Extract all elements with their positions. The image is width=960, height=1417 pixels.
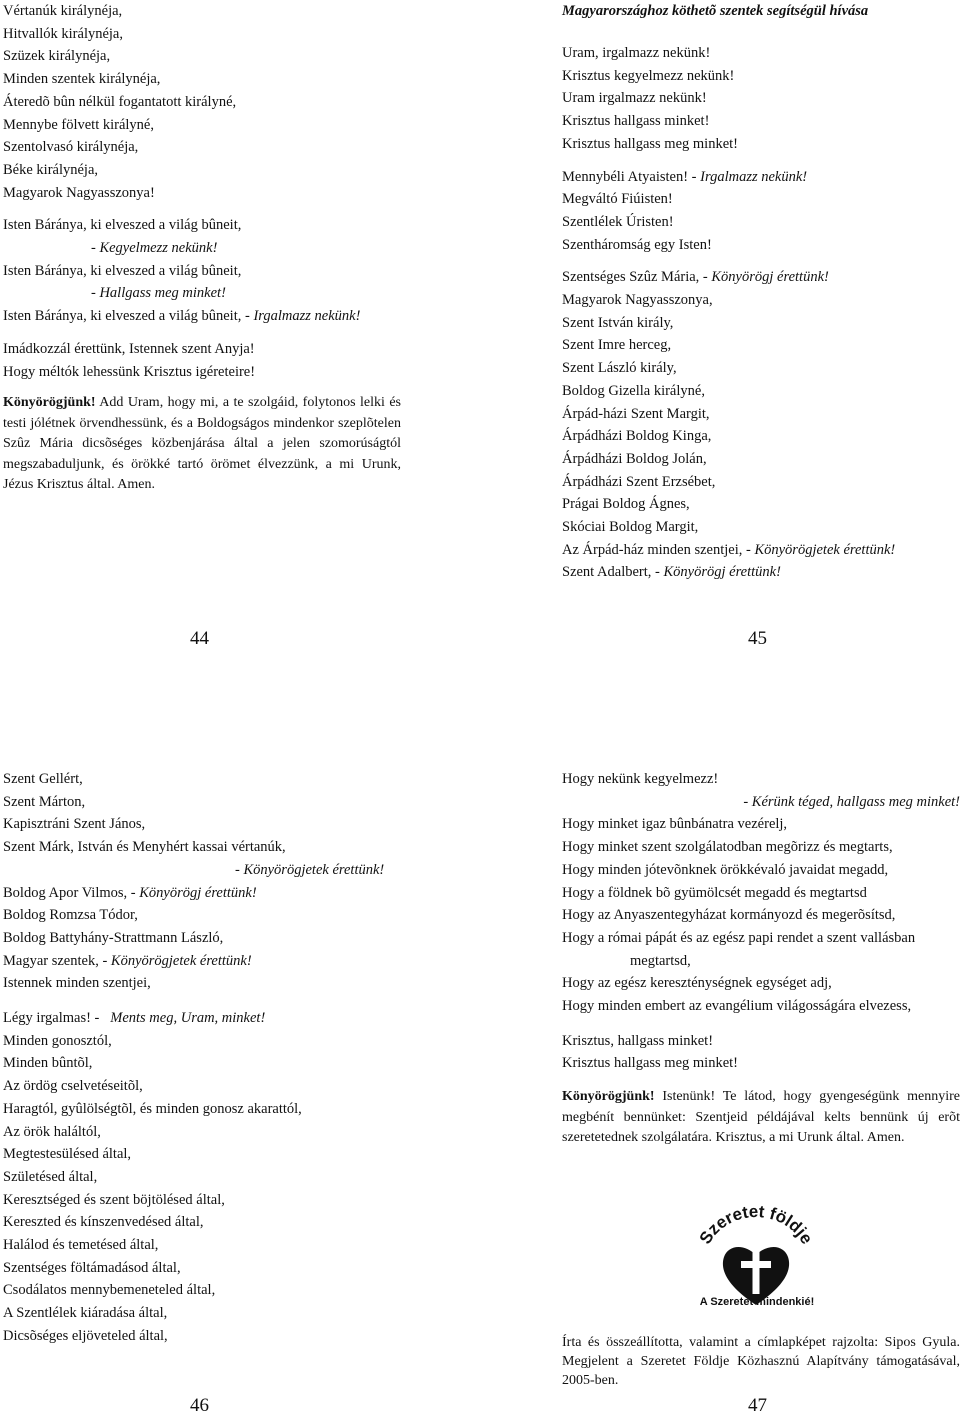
deliver-line: A Szentlélek kiáradása által,	[3, 1305, 168, 1322]
apor-response: Könyörögj érettünk!	[139, 884, 257, 901]
prayer-label: Könyörögjünk!	[562, 1089, 655, 1105]
page-47	[562, 768, 960, 1149]
deliver-line: Megtestesülésed által,	[3, 1146, 132, 1163]
mercy-line: Légy irgalmas! -	[3, 1010, 100, 1027]
saint-line: Szent Gellért,	[3, 771, 83, 787]
deliver-line: Minden bûntõl,	[3, 1055, 93, 1072]
prayer-text: Add Uram, hogy mi, a te szolgáid, folytonos lelki és testi jólétnek örvendhessünk, és a Boldogságos mindenkor szeplõtelen Szûz Mária dicsõséges közbenjárása által a jelen szomorúságtól megszabaduljunk, és örökké tartó örömet élvezzünk, a mi Urunk, Jézus Krisztus által. Amen.	[3, 395, 401, 493]
petition-line-continued: megtartsd,	[630, 952, 691, 969]
agnus-dei-response: - Kegyelmezz nekünk!	[91, 240, 218, 257]
trinity-response: Irgalmazz nekünk!	[700, 168, 808, 185]
blessed-line: Boldog Romzsa Tódor,	[3, 907, 138, 924]
mercy-response: Ments meg, Uram, minket!	[110, 1010, 266, 1027]
petition-line: Hogy minket igaz bûnbánatra vezérelj,	[562, 816, 788, 833]
petition-line: Hogy minden embert az evangélium világosságára elvezess,	[562, 998, 912, 1015]
deliver-line: Szentséges föltámadásod által,	[3, 1259, 181, 1276]
magyar-response: Könyörögjetek érettünk!	[110, 952, 252, 969]
cross-icon-bar	[741, 1261, 771, 1268]
agnus-dei-line: Isten Báránya, ki elveszed a világ bûneit,	[3, 217, 242, 234]
trinity-line: Szentháromság egy Isten!	[562, 236, 712, 253]
litany-line: Hitvallók királynéja,	[3, 25, 123, 42]
petition-line: Hogy az egész kereszténységnek egységet adj,	[562, 975, 832, 992]
agnus-dei-line-combined	[3, 305, 403, 328]
saint-line: Árpádházi Szent Erzsébet,	[562, 473, 716, 490]
blessed-line: Boldog Battyhány-Strattmann László,	[3, 929, 224, 946]
saint-line: Árpád-házi Szent Margit,	[562, 405, 710, 422]
saints-response: - Könyörögjetek érettünk!	[235, 861, 385, 878]
prayer-label: Könyörögjünk!	[3, 395, 96, 411]
deliver-line: Születésed által,	[3, 1168, 98, 1185]
mary-line-combined	[562, 266, 960, 289]
petition-line: Hogy a római pápát és az egész papi rendet a szent vallásban	[562, 929, 916, 946]
petition-line: Hogy az Anyaszentegyházat kormányozd és megerõsítsd,	[562, 907, 896, 924]
petition-line: Hogy minket szent szolgálatodban megõrizz és megtarts,	[562, 839, 893, 856]
deliver-line: Az ördög cselvetéseitõl,	[3, 1078, 143, 1095]
arpad-line-combined	[562, 539, 960, 562]
adalbert-line-combined	[562, 561, 960, 584]
saint-line: Szent Márton,	[3, 793, 86, 810]
page-44	[3, 0, 403, 496]
litany-line: Minden szentek királynéja,	[3, 71, 161, 88]
saint-line: Szent Imre herceg,	[562, 337, 672, 354]
magyar-line-combined	[3, 950, 403, 973]
litany-line: Szentolvasó királynéja,	[3, 139, 139, 156]
saint-line: Skóciai Boldog Margit,	[562, 519, 699, 536]
kyrie-line: Uram irgalmazz nekünk!	[562, 90, 707, 107]
saint-line: Kapisztráni Szent János,	[3, 816, 146, 833]
deliver-line: Csodálatos mennybemeneteled által,	[3, 1282, 216, 1299]
apor-line-combined	[3, 882, 403, 905]
agnus-dei-response: - Hallgass meg minket!	[91, 285, 226, 302]
saint-line: Árpádházi Boldog Kinga,	[562, 428, 712, 445]
litany-line: Magyarok Nagyasszonya!	[3, 184, 155, 201]
mary-line: Szentséges Szûz Mária, -	[562, 269, 708, 286]
cross-icon	[753, 1250, 760, 1294]
page-46	[3, 768, 403, 1348]
mary-response: Könyörögj érettünk!	[711, 269, 829, 286]
section-heading: Magyarországhoz köthetõ szentek segítségül hívása	[562, 3, 869, 19]
litany-line: Áteredõ bûn nélkül fogantatott királyné,	[3, 93, 237, 110]
response: Hogy méltók lehessünk Krisztus igéreteire!	[3, 363, 256, 380]
saint-line: Szent István király,	[562, 314, 674, 331]
prayer-text: Istenünk! Te látod, hogy gyengeségünk mennyire megbénít bennünket: Szentjeid példájával kelts bennünk új erõt szeretetednek szolgálatára. Krisztus, a mi Urunk által. Amen.	[562, 1089, 960, 1146]
litany-line: Szüzek királynéja,	[3, 48, 111, 65]
trinity-line: Szentlélek Úristen!	[562, 213, 674, 230]
closing-prayer	[562, 1087, 960, 1149]
petition-line: Hogy minden jótevõnknek örökkévaló javaidat megadd,	[562, 861, 889, 878]
saint-line: Boldog Gizella királyné,	[562, 382, 705, 399]
logo-motto: A Szeretet mindenkié!	[699, 1296, 815, 1308]
apor-line: Boldog Apor Vilmos, -	[3, 884, 136, 901]
closing-prayer	[3, 393, 401, 496]
kyrie-line: Krisztus kegyelmezz nekünk!	[562, 67, 735, 84]
versicle: Imádkozzál érettünk, Istennek szent Anyja!	[3, 340, 255, 357]
arpad-response: Könyörögjetek érettünk!	[754, 541, 896, 558]
petition-line: Hogy a földnek bõ gyümölcsét megadd és megtartsd	[562, 884, 867, 901]
saint-line: Magyarok Nagyasszonya,	[562, 292, 713, 309]
magyar-line: Magyar szentek, -	[3, 952, 108, 969]
page-number: 47	[748, 1395, 767, 1416]
saint-line: Szent Márk, István és Menyhért kassai vértanúk,	[3, 839, 286, 856]
page-number: 46	[190, 1395, 209, 1416]
deliver-line: Minden gonosztól,	[3, 1032, 112, 1049]
page-45	[562, 0, 960, 584]
litany-line: Béke királynéja,	[3, 161, 99, 178]
credit-text: Írta és összeállította, valamint a címlapképet rajzolta: Sipos Gyula. Megjelent a Szeretet Földje Közhasznú Alapítvány támogatásával, 2005-ben.	[562, 1335, 960, 1388]
trinity-line-first	[562, 166, 960, 189]
logo-text: Szeretet földje	[695, 1205, 817, 1248]
agnus-dei-line: Isten Báránya, ki elveszed a világ bûneit,	[3, 262, 242, 279]
trinity-line: Megváltó Fiúisten!	[562, 191, 673, 208]
deliver-line: Dicsõséges eljöveteled által,	[3, 1327, 168, 1344]
litany-line: Vértanúk királynéja,	[3, 3, 123, 19]
page-number: 45	[748, 628, 767, 649]
deliver-line: Halálod és temetésed által,	[3, 1237, 159, 1254]
closing-line: Krisztus hallgass meg minket!	[562, 1055, 738, 1072]
trinity-line: Mennybéli Atyaisten! -	[562, 168, 697, 185]
agnus-dei-line: Isten Báránya, ki elveszed a világ bûneit, -	[3, 308, 250, 325]
litany-line: Mennybe fölvett királyné,	[3, 116, 154, 133]
kyrie-line: Uram, irgalmazz nekünk!	[562, 45, 711, 61]
kyrie-line: Krisztus hallgass meg minket!	[562, 135, 738, 152]
adalbert-response: Könyörögj érettünk!	[663, 564, 781, 581]
saint-line: Árpádházi Boldog Jolán,	[562, 450, 707, 467]
deliver-line: Keresztséged és szent böjtölésed által,	[3, 1191, 225, 1208]
petition-response: - Kérünk téged, hallgass meg minket!	[743, 793, 960, 810]
mercy-line-combined	[3, 1007, 403, 1030]
arpad-line: Az Árpád-ház minden szentjei, -	[562, 541, 751, 558]
deliver-line: Kereszted és kínszenvedésed által,	[3, 1214, 204, 1231]
kyrie-line: Krisztus hallgass minket!	[562, 113, 710, 130]
saint-line: Szent László király,	[562, 360, 677, 377]
deliver-line: Haragtól, gyûlölségtõl, és minden gonosz akarattól,	[3, 1100, 302, 1117]
saint-line: Prágai Boldog Ágnes,	[562, 496, 690, 513]
deliver-line: Az örök haláltól,	[3, 1123, 101, 1140]
petition-line: Hogy nekünk kegyelmezz!	[562, 771, 719, 787]
agnus-dei-response: Irgalmazz nekünk!	[253, 308, 361, 325]
adalbert-line: Szent Adalbert, -	[562, 564, 660, 581]
closing-line: Krisztus, hallgass minket!	[562, 1032, 714, 1049]
page-number: 44	[190, 628, 209, 649]
all-saints-line: Istennek minden szentjei,	[3, 975, 151, 992]
